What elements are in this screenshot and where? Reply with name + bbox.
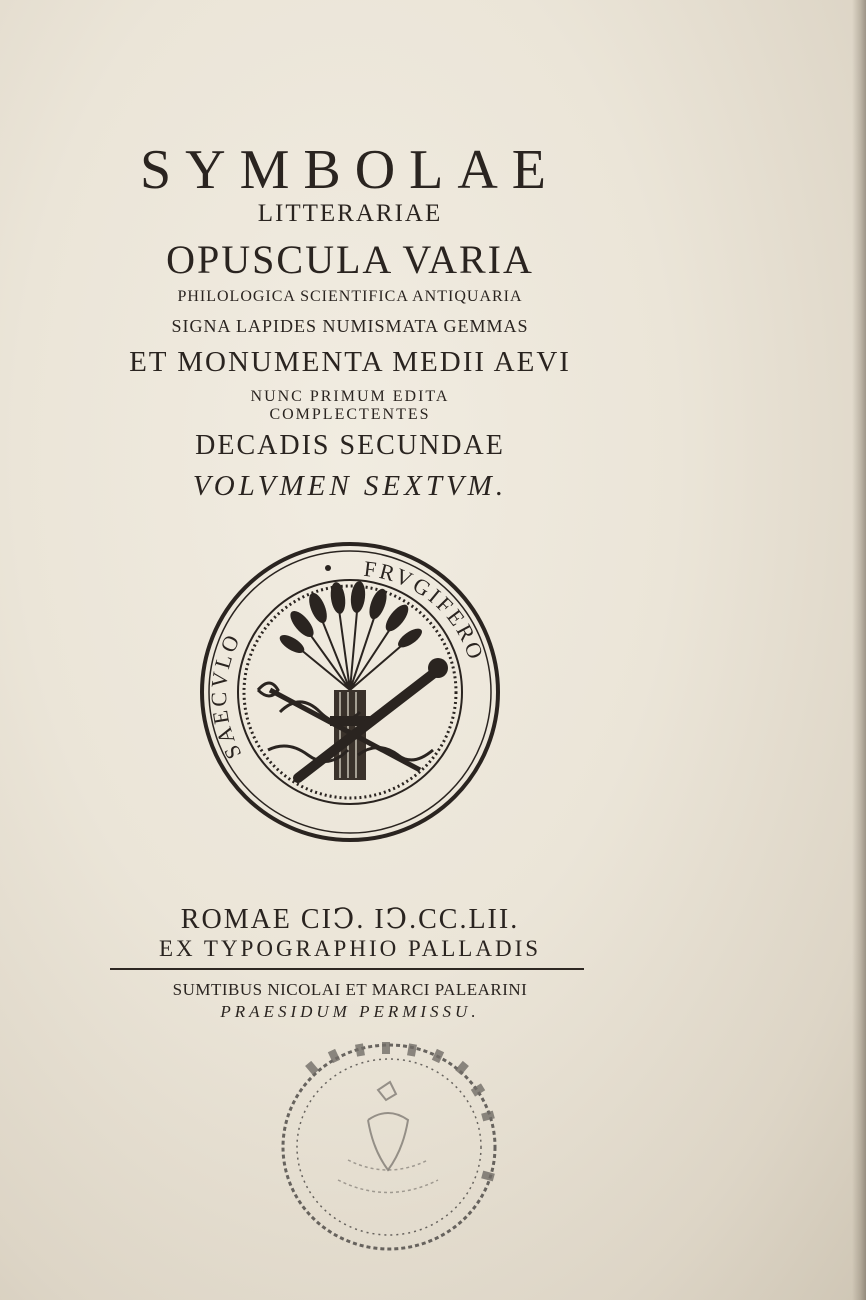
title-monumenta: ET MONUMENTA MEDII AEVI [129,346,571,378]
imprint-place-date: ROMAE CIↃ. IↃ.CC.LII. [180,904,520,935]
title-complectentes: COMPLECTENTES [269,406,431,423]
title-opuscula: OPUSCULA VARIA [166,237,534,282]
imprint-printer: EX TYPOGRAPHIO PALLADIS [158,936,542,961]
title-decadis: DECADIS SECUNDAE [195,430,505,461]
page-edge-shadow [852,0,866,1300]
imprint-divider [110,968,584,970]
imprint-permission: PRAESIDUM PERMISSU. [220,1002,480,1021]
imprint-publishers: SUMTIBUS NICOLAI ET MARCI PALEARINI [172,980,528,999]
library-stamp-icon [278,1040,500,1254]
wheat-sheaf-seal-icon [198,540,502,844]
title-subtitle: LITTERARIAE [257,200,443,227]
title-edita: NUNC PRIMUM EDITA [250,388,450,405]
title-objects: SIGNA LAPIDES NUMISMATA GEMMAS [171,316,529,336]
title-volume: VOLVMEN SEXTVM. [192,470,508,502]
seal-motto-left: SAECVLO [205,628,247,764]
title-subjects: PHILOLOGICA SCIENTIFICA ANTIQUARIA [177,288,523,305]
title-main: SYMBOLAE [139,139,561,201]
seal-motto-right: FRVGIFERO [362,555,490,665]
